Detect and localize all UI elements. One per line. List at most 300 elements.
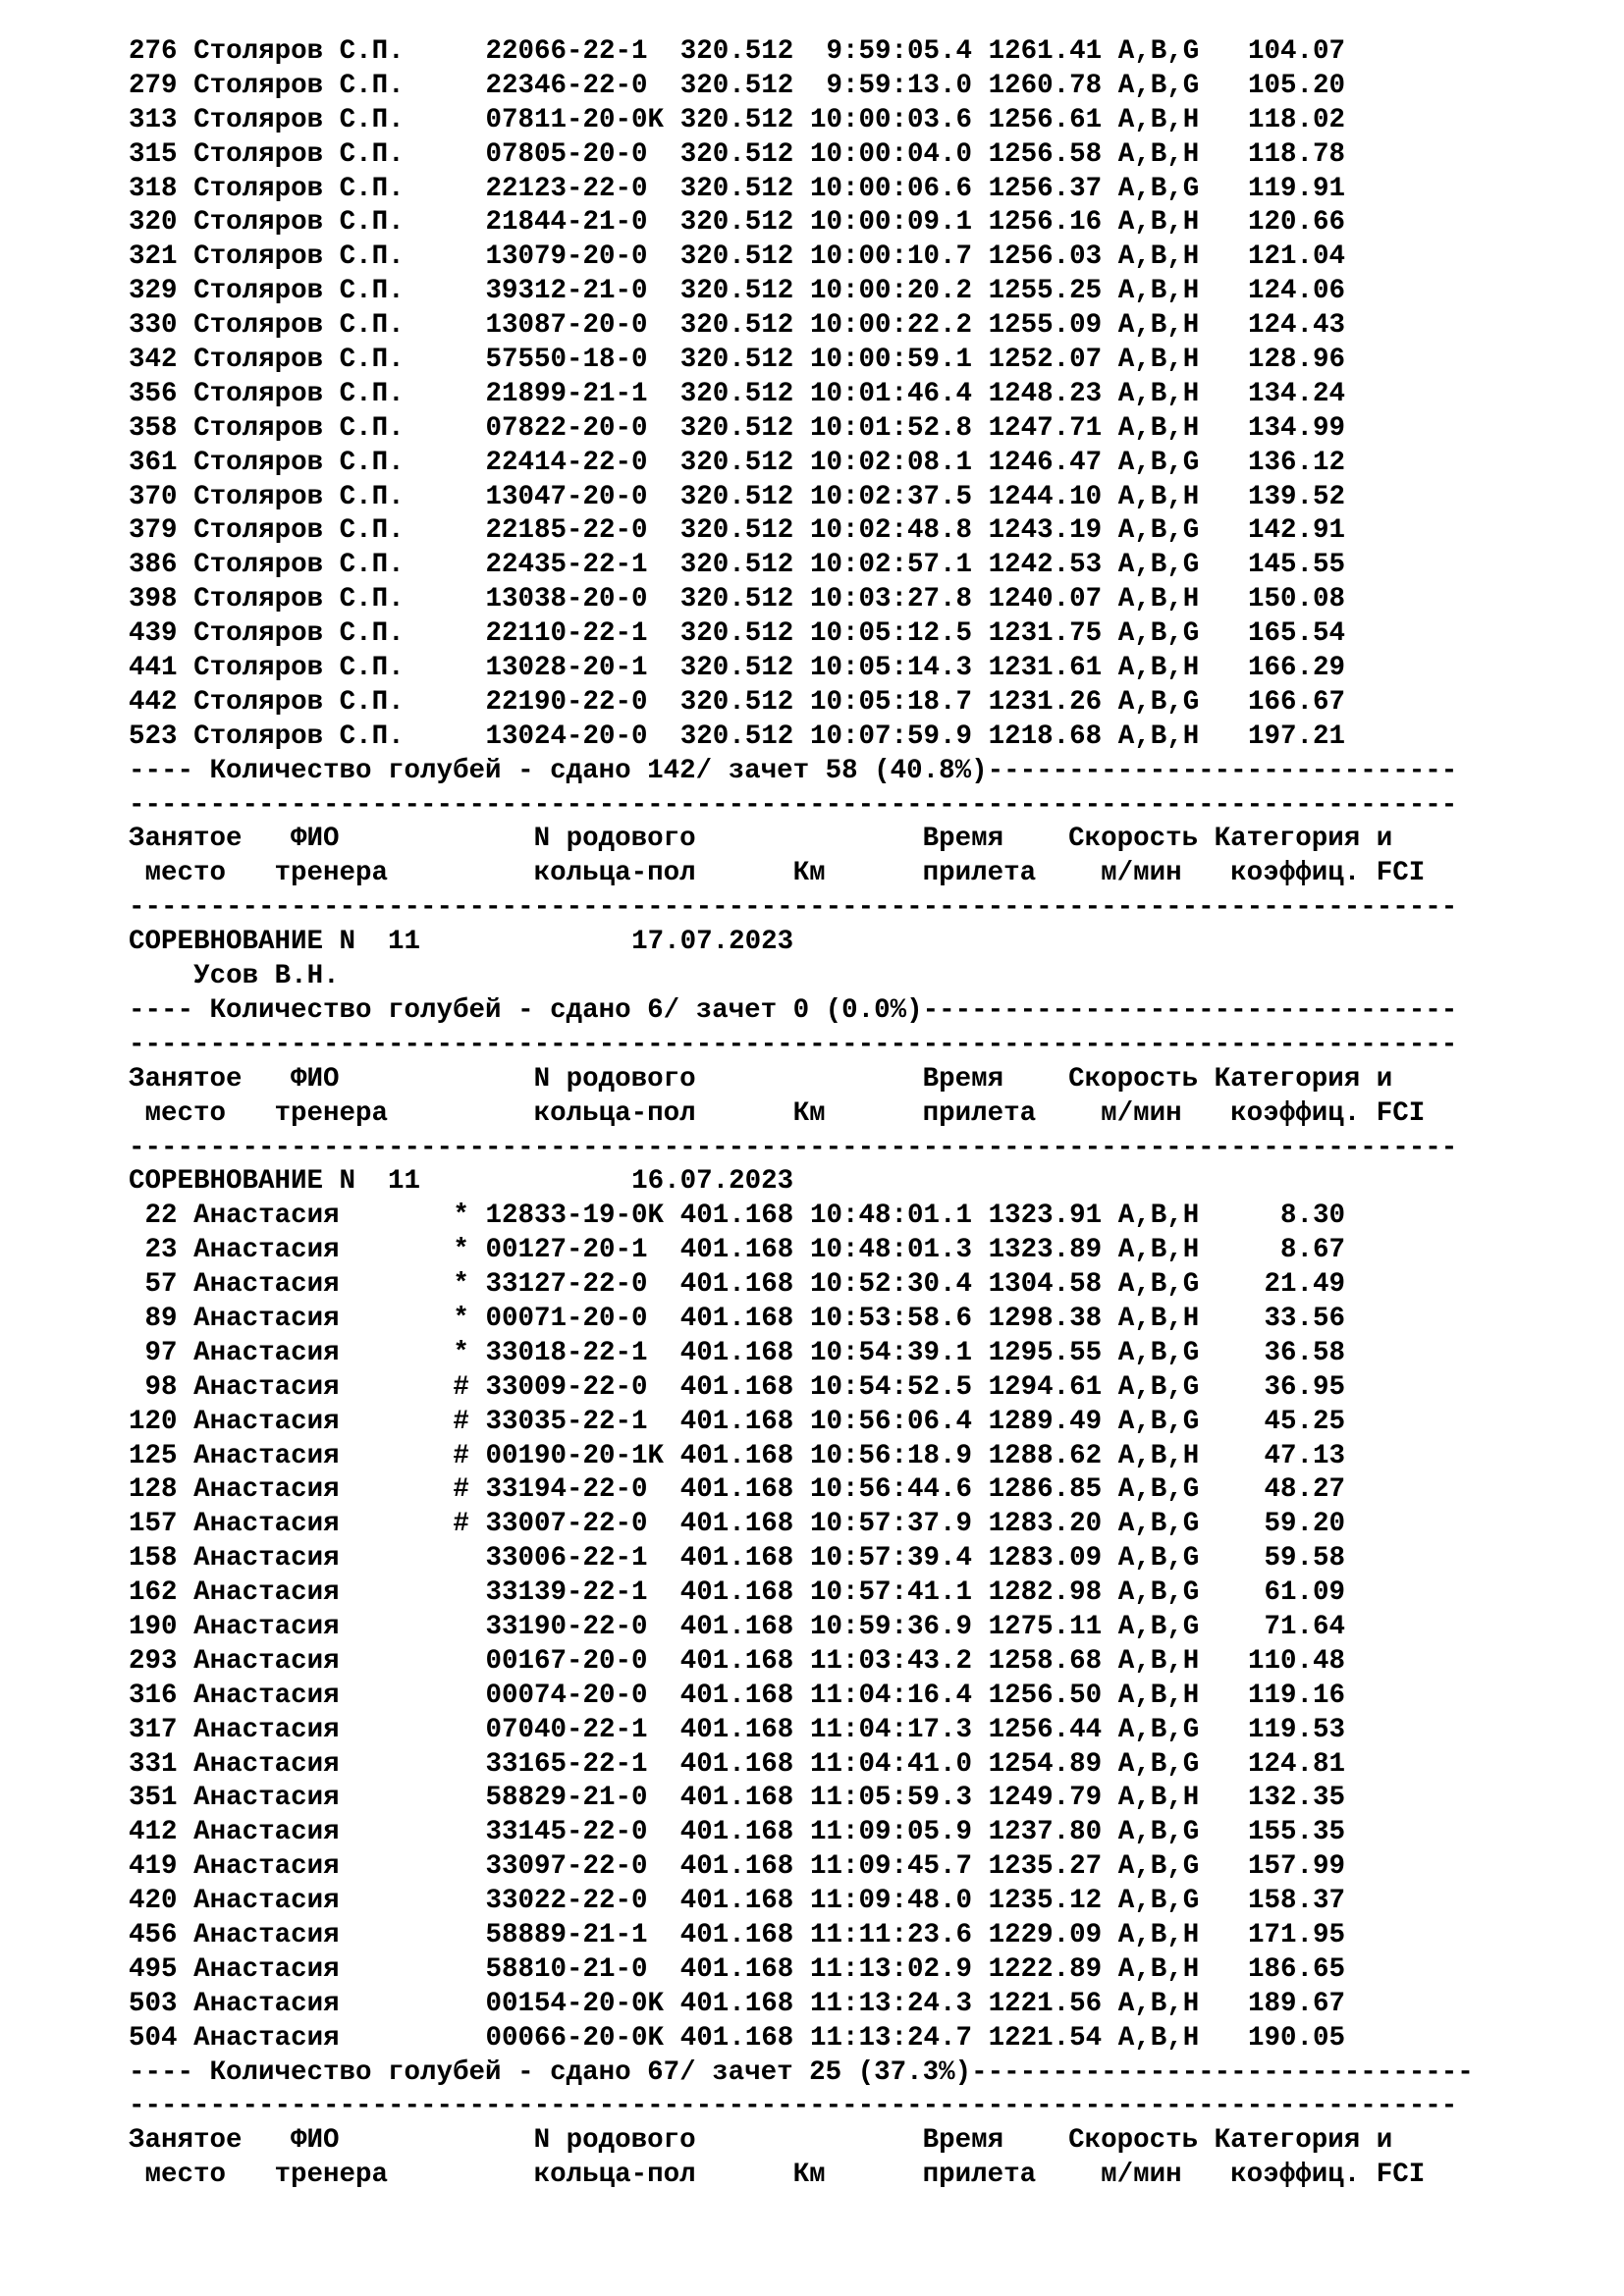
cell-ring: 00066-20-0K xyxy=(485,2022,664,2054)
cell-fci: 121.04 xyxy=(1247,241,1345,273)
table-row xyxy=(129,104,1601,138)
cell-cat: A,B,H xyxy=(1117,345,1200,376)
cell-km: 320.512 xyxy=(679,618,794,650)
cell-cat: A,B,H xyxy=(1117,481,1200,512)
cell-speed: 1254.89 xyxy=(988,1748,1103,1780)
competition-date: 16.07.2023 xyxy=(631,1166,794,1198)
cell-speed: 1295.55 xyxy=(988,1337,1103,1368)
cell-cat: A,B,G xyxy=(1117,1371,1200,1403)
cell-trainer: Столяров С.П. xyxy=(193,310,405,342)
cell-time: 10:56:06.4 xyxy=(809,1406,973,1437)
cell-time: 10:05:18.7 xyxy=(809,686,973,718)
cell-cat: A,B,H xyxy=(1117,1680,1200,1711)
cell-km: 320.512 xyxy=(679,207,794,239)
cell-place: 89 xyxy=(144,1303,178,1334)
cell-speed: 1294.61 xyxy=(988,1371,1103,1403)
cell-place: 441 xyxy=(129,653,178,684)
cell-time: 10:57:37.9 xyxy=(809,1509,973,1540)
cell-trainer: Столяров С.П. xyxy=(193,618,405,650)
cell-speed: 1289.49 xyxy=(988,1406,1103,1437)
cell-km: 320.512 xyxy=(679,721,794,752)
cell-time: 11:04:17.3 xyxy=(809,1714,973,1745)
cell-trainer: Анастасия xyxy=(193,1269,340,1301)
cell-place: 276 xyxy=(129,36,178,67)
cell-fci: 128.96 xyxy=(1247,345,1345,376)
cell-km: 320.512 xyxy=(679,104,794,135)
cell-cat: A,B,H xyxy=(1117,1201,1200,1232)
table-row xyxy=(129,1440,1601,1474)
cell-cat: A,B,H xyxy=(1117,1303,1200,1334)
cell-ring: 33007-22-0 xyxy=(485,1509,648,1540)
table-row xyxy=(129,1714,1601,1748)
cell-place: 157 xyxy=(129,1509,178,1540)
cell-ring: 33139-22-1 xyxy=(485,1577,648,1609)
cell-fci: 59.20 xyxy=(1264,1509,1345,1540)
cell-time: 10:00:04.0 xyxy=(809,138,973,170)
cell-fci: 134.24 xyxy=(1247,378,1345,409)
cell-trainer: Столяров С.П. xyxy=(193,241,405,273)
cell-fci: 48.27 xyxy=(1264,1474,1345,1506)
cell-km: 320.512 xyxy=(679,138,794,170)
cell-trainer: Анастасия xyxy=(193,1645,340,1677)
cell-speed: 1248.23 xyxy=(988,378,1103,409)
cell-speed: 1247.71 xyxy=(988,412,1103,444)
cell-time: 11:09:48.0 xyxy=(809,1886,973,1917)
cell-place: 456 xyxy=(129,1919,178,1950)
table-row xyxy=(129,1680,1601,1714)
cell-cat: A,B,G xyxy=(1117,686,1200,718)
cell-speed: 1256.37 xyxy=(988,173,1103,204)
cell-km: 401.168 xyxy=(679,1235,794,1266)
table-row xyxy=(129,1508,1601,1542)
cell-ring: 33127-22-0 xyxy=(485,1269,648,1301)
cell-time: 10:05:14.3 xyxy=(809,653,973,684)
cell-place: 420 xyxy=(129,1886,178,1917)
cell-ring: 00167-20-0 xyxy=(485,1645,648,1677)
cell-km: 401.168 xyxy=(679,1543,794,1575)
table-row xyxy=(129,514,1601,549)
cell-fci: 124.06 xyxy=(1247,276,1345,307)
cell-km: 320.512 xyxy=(679,276,794,307)
cell-speed: 1283.20 xyxy=(988,1509,1103,1540)
table-row xyxy=(129,447,1601,481)
cell-fci: 119.53 xyxy=(1247,1714,1345,1745)
cell-ring: 33018-22-1 xyxy=(485,1337,648,1368)
cell-time: 9:59:05.4 xyxy=(826,36,973,67)
cell-fci: 104.07 xyxy=(1247,36,1345,67)
cell-place: 361 xyxy=(129,447,178,478)
cell-time: 10:57:39.4 xyxy=(809,1543,973,1575)
cell-trainer: Анастасия xyxy=(193,2022,340,2054)
table-row xyxy=(129,206,1601,240)
cell-ring: 33022-22-0 xyxy=(485,1886,648,1917)
cell-km: 320.512 xyxy=(679,70,794,101)
cell-cat: A,B,H xyxy=(1117,412,1200,444)
cell-trainer: Анастасия xyxy=(193,1817,340,1848)
column-header-line-1: Занятое ФИО N родового Время Скорость Категория и xyxy=(129,2125,1393,2157)
cell-speed: 1282.98 xyxy=(988,1577,1103,1609)
cell-speed: 1235.12 xyxy=(988,1886,1103,1917)
table-row xyxy=(129,1988,1601,2022)
cell-fci: 132.35 xyxy=(1247,1783,1345,1814)
cell-ring: 07040-22-1 xyxy=(485,1714,648,1745)
cell-trainer: Столяров С.П. xyxy=(193,276,405,307)
cell-trainer: Анастасия xyxy=(193,1337,340,1368)
competition-heading xyxy=(129,926,1601,960)
cell-km: 401.168 xyxy=(679,2022,794,2054)
cell-cat: A,B,H xyxy=(1117,721,1200,752)
cell-ring: 13024-20-0 xyxy=(485,721,648,752)
cell-ring: 07822-20-0 xyxy=(485,412,648,444)
summary-line: ---- Количество голубей - сдано 142/ зачет 58 (40.8%)----------------------------- xyxy=(129,755,1458,786)
cell-fci: 71.64 xyxy=(1264,1611,1345,1642)
table-row xyxy=(129,1234,1601,1268)
table-row xyxy=(129,1919,1601,1953)
cell-cat: A,B,G xyxy=(1117,515,1200,547)
separator-line: ---------------------------------------------------------------------------------- xyxy=(129,892,1458,924)
cell-km: 401.168 xyxy=(679,1201,794,1232)
cell-km: 401.168 xyxy=(679,1680,794,1711)
cell-ring: 00127-20-1 xyxy=(485,1235,648,1266)
cell-time: 10:48:01.3 xyxy=(809,1235,973,1266)
cell-place: 321 xyxy=(129,241,178,273)
table-row xyxy=(129,1885,1601,1919)
cell-cat: A,B,H xyxy=(1117,104,1200,135)
cell-km: 320.512 xyxy=(679,653,794,684)
cell-trainer: Столяров С.П. xyxy=(193,686,405,718)
table-row xyxy=(129,652,1601,686)
cell-cat: A,B,G xyxy=(1117,1474,1200,1506)
cell-cat: A,B,G xyxy=(1117,1543,1200,1575)
cell-km: 320.512 xyxy=(679,447,794,478)
cell-place: 412 xyxy=(129,1817,178,1848)
cell-fci: 158.37 xyxy=(1247,1886,1345,1917)
cell-trainer: Столяров С.П. xyxy=(193,447,405,478)
results-report xyxy=(129,35,1601,2193)
cell-fci: 47.13 xyxy=(1264,1440,1345,1471)
cell-cat: A,B,H xyxy=(1117,241,1200,273)
cell-trainer: Столяров С.П. xyxy=(193,70,405,101)
competition-date: 17.07.2023 xyxy=(631,927,794,958)
cell-cat: A,B,H xyxy=(1117,138,1200,170)
column-header-line-2: место тренера кольца-пол Км прилета м/мин коэффиц. FCI xyxy=(129,2160,1426,2191)
cell-km: 320.512 xyxy=(679,550,794,581)
cell-place: 358 xyxy=(129,412,178,444)
cell-cat: A,B,H xyxy=(1117,1919,1200,1950)
cell-time: 11:09:05.9 xyxy=(809,1817,973,1848)
cell-fci: 189.67 xyxy=(1247,1988,1345,2019)
table-row xyxy=(129,1337,1601,1371)
cell-trainer: Анастасия xyxy=(193,1611,340,1642)
cell-km: 401.168 xyxy=(679,1748,794,1780)
cell-ring: 00190-20-1K xyxy=(485,1440,664,1471)
cell-mark: # xyxy=(453,1474,469,1506)
cell-time: 10:00:09.1 xyxy=(809,207,973,239)
cell-cat: A,B,G xyxy=(1117,1509,1200,1540)
cell-km: 401.168 xyxy=(679,1714,794,1745)
competition-label: СОРЕВНОВАНИЕ N 11 xyxy=(129,927,421,958)
cell-time: 10:02:37.5 xyxy=(809,481,973,512)
cell-trainer: Анастасия xyxy=(193,1577,340,1609)
cell-place: 318 xyxy=(129,173,178,204)
cell-ring: 13028-20-1 xyxy=(485,653,648,684)
cell-speed: 1256.16 xyxy=(988,207,1103,239)
cell-fci: 166.67 xyxy=(1247,686,1345,718)
cell-time: 10:02:08.1 xyxy=(809,447,973,478)
cell-time: 11:13:24.3 xyxy=(809,1988,973,2019)
cell-fci: 190.05 xyxy=(1247,2022,1345,2054)
cell-cat: A,B,G xyxy=(1117,36,1200,67)
cell-time: 10:00:20.2 xyxy=(809,276,973,307)
cell-trainer: Столяров С.П. xyxy=(193,515,405,547)
cell-place: 98 xyxy=(144,1371,178,1403)
table-row xyxy=(129,240,1601,275)
cell-cat: A,B,G xyxy=(1117,70,1200,101)
cell-speed: 1298.38 xyxy=(988,1303,1103,1334)
cell-place: 504 xyxy=(129,2022,178,2054)
cell-trainer: Столяров С.П. xyxy=(193,345,405,376)
cell-time: 10:56:44.6 xyxy=(809,1474,973,1506)
cell-place: 330 xyxy=(129,310,178,342)
cell-time: 11:09:45.7 xyxy=(809,1851,973,1883)
cell-ring: 00154-20-0K xyxy=(485,1988,664,2019)
cell-time: 10:56:18.9 xyxy=(809,1440,973,1471)
cell-cat: A,B,H xyxy=(1117,1645,1200,1677)
cell-ring: 00071-20-0 xyxy=(485,1303,648,1334)
cell-place: 128 xyxy=(129,1474,178,1506)
cell-km: 401.168 xyxy=(679,1919,794,1950)
cell-fci: 157.99 xyxy=(1247,1851,1345,1883)
cell-place: 386 xyxy=(129,550,178,581)
cell-ring: 58889-21-1 xyxy=(485,1919,648,1950)
table-row xyxy=(129,1611,1601,1645)
cell-cat: A,B,G xyxy=(1117,1851,1200,1883)
cell-cat: A,B,H xyxy=(1117,1988,1200,2019)
cell-ring: 13047-20-0 xyxy=(485,481,648,512)
cell-time: 10:00:22.2 xyxy=(809,310,973,342)
cell-time: 10:01:52.8 xyxy=(809,412,973,444)
cell-speed: 1222.89 xyxy=(988,1953,1103,1985)
cell-time: 10:52:30.4 xyxy=(809,1269,973,1301)
cell-trainer: Столяров С.П. xyxy=(193,721,405,752)
cell-fci: 119.91 xyxy=(1247,173,1345,204)
table-row xyxy=(129,1268,1601,1303)
column-header-line-1: Занятое ФИО N родового Время Скорость Категория и xyxy=(129,824,1393,855)
cell-fci: 145.55 xyxy=(1247,550,1345,581)
cell-mark: * xyxy=(453,1235,469,1266)
cell-km: 320.512 xyxy=(679,310,794,342)
cell-speed: 1323.89 xyxy=(988,1235,1103,1266)
cell-km: 401.168 xyxy=(679,1474,794,1506)
cell-km: 401.168 xyxy=(679,1851,794,1883)
cell-cat: A,B,G xyxy=(1117,618,1200,650)
table-row xyxy=(129,70,1601,104)
cell-fci: 36.95 xyxy=(1264,1371,1345,1403)
cell-fci: 21.49 xyxy=(1264,1269,1345,1301)
cell-fci: 197.21 xyxy=(1247,721,1345,752)
cell-ring: 07811-20-0K xyxy=(485,104,664,135)
cell-cat: A,B,H xyxy=(1117,584,1200,615)
cell-speed: 1304.58 xyxy=(988,1269,1103,1301)
cell-speed: 1283.09 xyxy=(988,1543,1103,1575)
cell-place: 419 xyxy=(129,1851,178,1883)
cell-trainer: Анастасия xyxy=(193,1543,340,1575)
cell-cat: A,B,G xyxy=(1117,1714,1200,1745)
cell-time: 10:03:27.8 xyxy=(809,584,973,615)
cell-time: 10:07:59.9 xyxy=(809,721,973,752)
cell-place: 370 xyxy=(129,481,178,512)
cell-ring: 57550-18-0 xyxy=(485,345,648,376)
cell-place: 503 xyxy=(129,1988,178,2019)
cell-ring: 00074-20-0 xyxy=(485,1680,648,1711)
cell-speed: 1256.61 xyxy=(988,104,1103,135)
cell-ring: 58810-21-0 xyxy=(485,1953,648,1985)
cell-place: 97 xyxy=(144,1337,178,1368)
cell-fci: 118.78 xyxy=(1247,138,1345,170)
cell-place: 320 xyxy=(129,207,178,239)
cell-speed: 1231.61 xyxy=(988,653,1103,684)
cell-ring: 13038-20-0 xyxy=(485,584,648,615)
cell-time: 10:01:46.4 xyxy=(809,378,973,409)
cell-ring: 33035-22-1 xyxy=(485,1406,648,1437)
cell-trainer: Анастасия xyxy=(193,1851,340,1883)
cell-fci: 171.95 xyxy=(1247,1919,1345,1950)
cell-ring: 33097-22-0 xyxy=(485,1851,648,1883)
cell-fci: 165.54 xyxy=(1247,618,1345,650)
competition-heading xyxy=(129,1165,1601,1200)
table-row xyxy=(129,1576,1601,1611)
cell-ring: 33009-22-0 xyxy=(485,1371,648,1403)
cell-place: 120 xyxy=(129,1406,178,1437)
cell-speed: 1275.11 xyxy=(988,1611,1103,1642)
summary-line: ---- Количество голубей - сдано 67/ зачет 25 (37.3%)------------------------------- xyxy=(129,2056,1474,2088)
cell-cat: A,B,H xyxy=(1117,2022,1200,2054)
cell-place: 316 xyxy=(129,1680,178,1711)
cell-ring: 21844-21-0 xyxy=(485,207,648,239)
cell-place: 23 xyxy=(144,1235,178,1266)
cell-cat: A,B,G xyxy=(1117,1406,1200,1437)
cell-speed: 1255.25 xyxy=(988,276,1103,307)
table-row xyxy=(129,309,1601,344)
table-row xyxy=(129,173,1601,207)
cell-cat: A,B,H xyxy=(1117,1235,1200,1266)
table-row xyxy=(129,549,1601,583)
cell-speed: 1261.41 xyxy=(988,36,1103,67)
cell-ring: 33006-22-1 xyxy=(485,1543,648,1575)
cell-place: 22 xyxy=(144,1201,178,1232)
separator-line: ---------------------------------------------------------------------------------- xyxy=(129,1132,1458,1163)
cell-speed: 1255.09 xyxy=(988,310,1103,342)
cell-ring: 13079-20-0 xyxy=(485,241,648,273)
table-row xyxy=(129,138,1601,173)
cell-fci: 105.20 xyxy=(1247,70,1345,101)
cell-fci: 61.09 xyxy=(1264,1577,1345,1609)
cell-fci: 166.29 xyxy=(1247,653,1345,684)
cell-trainer: Столяров С.П. xyxy=(193,104,405,135)
table-row xyxy=(129,1473,1601,1508)
cell-ring: 22066-22-1 xyxy=(485,36,648,67)
cell-speed: 1243.19 xyxy=(988,515,1103,547)
cell-time: 11:04:16.4 xyxy=(809,1680,973,1711)
cell-speed: 1260.78 xyxy=(988,70,1103,101)
cell-speed: 1240.07 xyxy=(988,584,1103,615)
cell-trainer: Анастасия xyxy=(193,1714,340,1745)
cell-fci: 124.43 xyxy=(1247,310,1345,342)
table-row xyxy=(129,412,1601,447)
separator-line: ---------------------------------------------------------------------------------- xyxy=(129,1029,1458,1060)
cell-trainer: Столяров С.П. xyxy=(193,36,405,67)
cell-trainer: Анастасия xyxy=(193,1235,340,1266)
cell-ring: 58829-21-0 xyxy=(485,1783,648,1814)
cell-speed: 1246.47 xyxy=(988,447,1103,478)
cell-cat: A,B,H xyxy=(1117,310,1200,342)
cell-km: 401.168 xyxy=(679,1577,794,1609)
table-row xyxy=(129,1645,1601,1680)
cell-ring: 22123-22-0 xyxy=(485,173,648,204)
cell-fci: 120.66 xyxy=(1247,207,1345,239)
cell-time: 10:00:06.6 xyxy=(809,173,973,204)
cell-place: 315 xyxy=(129,138,178,170)
table-row xyxy=(129,1953,1601,1988)
cell-trainer: Анастасия xyxy=(193,1988,340,2019)
cell-km: 401.168 xyxy=(679,1269,794,1301)
cell-speed: 1249.79 xyxy=(988,1783,1103,1814)
cell-km: 320.512 xyxy=(679,584,794,615)
cell-time: 10:48:01.1 xyxy=(809,1201,973,1232)
table-row xyxy=(129,1406,1601,1440)
cell-speed: 1256.50 xyxy=(988,1680,1103,1711)
cell-place: 329 xyxy=(129,276,178,307)
cell-place: 313 xyxy=(129,104,178,135)
cell-place: 331 xyxy=(129,1748,178,1780)
cell-place: 162 xyxy=(129,1577,178,1609)
cell-trainer: Столяров С.П. xyxy=(193,173,405,204)
cell-km: 320.512 xyxy=(679,686,794,718)
cell-time: 11:13:02.9 xyxy=(809,1953,973,1985)
cell-time: 10:00:03.6 xyxy=(809,104,973,135)
cell-fci: 186.65 xyxy=(1247,1953,1345,1985)
cell-mark: # xyxy=(453,1509,469,1540)
cell-ring: 22346-22-0 xyxy=(485,70,648,101)
table-row xyxy=(129,1371,1601,1406)
cell-km: 320.512 xyxy=(679,173,794,204)
cell-speed: 1235.27 xyxy=(988,1851,1103,1883)
cell-fci: 119.16 xyxy=(1247,1680,1345,1711)
cell-time: 11:13:24.7 xyxy=(809,2022,973,2054)
cell-trainer: Анастасия xyxy=(193,1440,340,1471)
cell-fci: 8.30 xyxy=(1279,1201,1345,1232)
cell-fci: 36.58 xyxy=(1264,1337,1345,1368)
cell-cat: A,B,H xyxy=(1117,276,1200,307)
cell-mark: # xyxy=(453,1406,469,1437)
cell-cat: A,B,G xyxy=(1117,1337,1200,1368)
cell-ring: 33190-22-0 xyxy=(485,1611,648,1642)
cell-place: 158 xyxy=(129,1543,178,1575)
cell-speed: 1256.44 xyxy=(988,1714,1103,1745)
cell-km: 401.168 xyxy=(679,1337,794,1368)
cell-cat: A,B,G xyxy=(1117,447,1200,478)
cell-place: 317 xyxy=(129,1714,178,1745)
cell-km: 401.168 xyxy=(679,1406,794,1437)
cell-ring: 33145-22-0 xyxy=(485,1817,648,1848)
cell-ring: 33165-22-1 xyxy=(485,1748,648,1780)
table-row xyxy=(129,1782,1601,1816)
table-row xyxy=(129,583,1601,617)
cell-trainer: Анастасия xyxy=(193,1783,340,1814)
table-row xyxy=(129,1200,1601,1234)
table-row xyxy=(129,721,1601,755)
cell-ring: 33194-22-0 xyxy=(485,1474,648,1506)
